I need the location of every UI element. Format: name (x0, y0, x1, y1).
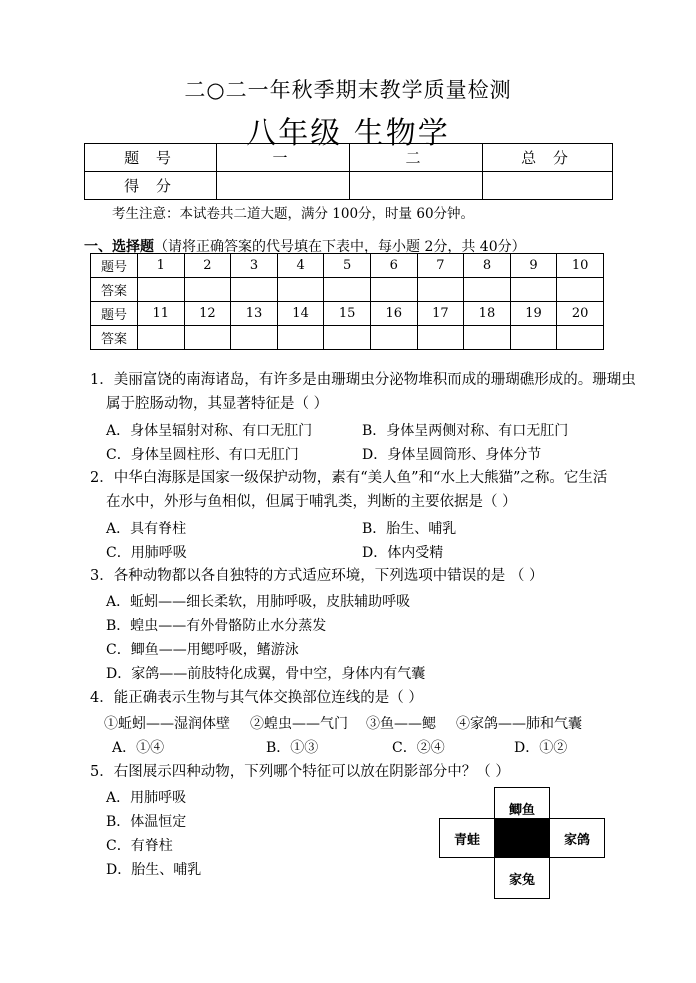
option-b[interactable]: B．胎生、哺乳 (362, 521, 457, 537)
figure-cell-left: 青蛙 (439, 818, 495, 858)
question-5-line-1: 5．右图展示四种动物，下列哪个特征可以放在阴影部分中？（ ） (90, 764, 510, 780)
question-number-cell: 15 (324, 302, 371, 326)
answer-input-cell[interactable] (277, 278, 324, 302)
exam-subject: 八年级 生物学 (246, 116, 450, 151)
question-number-cell: 13 (231, 302, 278, 326)
answer-row-label: 答案 (91, 278, 138, 302)
answer-input-cell[interactable] (510, 278, 557, 302)
option-c[interactable]: C．②④ (392, 740, 445, 756)
score-input-cell[interactable] (217, 172, 350, 200)
question-2-line-2: 在水中，外形与鱼相似，但属于哺乳类，判断的主要依据是（ ） (106, 494, 517, 510)
pair-item: ①蚯蚓——湿润体壁 (104, 716, 230, 732)
table-row (85, 172, 613, 200)
option-c[interactable]: C．用肺呼吸 (106, 545, 187, 561)
answer-input-cell[interactable] (184, 326, 231, 350)
answer-row-label: 题号 (91, 254, 138, 278)
option-a[interactable]: A．身体呈辐射对称、有口无肛门 (106, 423, 313, 439)
answer-row-label: 题号 (91, 302, 138, 326)
question-number-cell: 2 (184, 254, 231, 278)
exam-title: 二○二一年秋季期末教学质量检测 (184, 78, 512, 102)
table-row (91, 326, 604, 350)
option-d[interactable]: D．胎生、哺乳 (106, 862, 202, 878)
option-d[interactable]: D．①② (514, 740, 568, 756)
table-row (91, 254, 604, 278)
option-c[interactable]: C．鲫鱼——用鳃呼吸，鳍游泳 (106, 642, 299, 658)
question-1-line-2: 属于腔肠动物，其显著特征是（ ） (106, 396, 329, 412)
question-number-cell: 17 (417, 302, 464, 326)
option-a[interactable]: A．蚯蚓——细长柔软，用肺呼吸，皮肤辅助呼吸 (106, 594, 411, 610)
score-row-label: 得 分 (85, 172, 217, 200)
option-c[interactable]: C．有脊柱 (106, 838, 173, 854)
option-d[interactable]: D．身体呈圆筒形、身体分节 (362, 447, 542, 463)
question-number-cell: 14 (277, 302, 324, 326)
answer-input-cell[interactable] (277, 326, 324, 350)
question-number-cell: 1 (138, 254, 185, 278)
option-b[interactable]: B．①③ (266, 740, 319, 756)
question-number-cell: 19 (510, 302, 557, 326)
figure-shaded-center (494, 818, 550, 858)
answer-input-cell[interactable] (557, 326, 604, 350)
score-header-cell: 二 (350, 144, 483, 172)
score-header-cell: 一 (217, 144, 350, 172)
table-row (91, 302, 604, 326)
answer-input-cell[interactable] (184, 278, 231, 302)
question-number-cell: 7 (417, 254, 464, 278)
answer-input-cell[interactable] (138, 326, 185, 350)
question-number-cell: 12 (184, 302, 231, 326)
pair-item: ③鱼——鳃 (366, 716, 436, 732)
score-header-cell: 总 分 (483, 144, 613, 172)
question-number-cell: 8 (464, 254, 511, 278)
answer-input-cell[interactable] (324, 326, 371, 350)
answer-input-cell[interactable] (464, 326, 511, 350)
table-row (91, 278, 604, 302)
score-input-cell[interactable] (483, 172, 613, 200)
section-label: 一、选择题 (84, 239, 154, 255)
section-instruction: （请将正确答案的代号填在下表中，每小题 2分，共 40分） (154, 239, 526, 255)
option-c[interactable]: C．身体呈圆柱形、有口无肛门 (106, 447, 299, 463)
answer-input-cell[interactable] (370, 326, 417, 350)
answer-table (90, 253, 604, 350)
figure-cell-right: 家鸽 (549, 818, 605, 858)
answer-input-cell[interactable] (417, 278, 464, 302)
answer-input-cell[interactable] (324, 278, 371, 302)
question-number-cell: 18 (464, 302, 511, 326)
option-a[interactable]: A．①④ (112, 740, 165, 756)
answer-input-cell[interactable] (417, 326, 464, 350)
question-number-cell: 9 (510, 254, 557, 278)
figure-cell-bottom: 家兔 (494, 857, 550, 899)
question-number-cell: 4 (277, 254, 324, 278)
answer-input-cell[interactable] (138, 278, 185, 302)
pair-item: ④家鸽——肺和气囊 (456, 716, 582, 732)
score-input-cell[interactable] (350, 172, 483, 200)
answer-input-cell[interactable] (510, 326, 557, 350)
question-3-line-1: 3．各种动物都以各自独特的方式适应环境，下列选项中错误的是 （ ） (90, 568, 544, 584)
table-row (85, 144, 613, 172)
option-b[interactable]: B．蝗虫——有外骨骼防止水分蒸发 (106, 618, 327, 634)
answer-row-label: 答案 (91, 326, 138, 350)
question-number-cell: 20 (557, 302, 604, 326)
option-a[interactable]: A．用肺呼吸 (106, 790, 187, 806)
option-b[interactable]: B．体温恒定 (106, 814, 187, 830)
option-b[interactable]: B．身体呈两侧对称、有口无肛门 (362, 423, 569, 439)
question-4-line-1: 4．能正确表示生物与其气体交换部位连线的是（ ） (90, 690, 423, 706)
answer-input-cell[interactable] (557, 278, 604, 302)
question-number-cell: 6 (370, 254, 417, 278)
score-table (84, 143, 613, 200)
answer-input-cell[interactable] (231, 278, 278, 302)
score-header-cell: 题 号 (85, 144, 217, 172)
pair-item: ②蝗虫——气门 (250, 716, 348, 732)
option-d[interactable]: D．家鸽——前肢特化成翼，骨中空，身体内有气囊 (106, 666, 426, 682)
answer-input-cell[interactable] (464, 278, 511, 302)
answer-input-cell[interactable] (370, 278, 417, 302)
question-number-cell: 11 (138, 302, 185, 326)
figure-cell-top: 鲫鱼 (494, 787, 550, 829)
answer-input-cell[interactable] (231, 326, 278, 350)
question-number-cell: 10 (557, 254, 604, 278)
question-1-line-1: 1．美丽富饶的南海诸岛，有许多是由珊瑚虫分泌物堆积而成的珊瑚礁形成的。珊瑚虫 (90, 372, 636, 388)
option-a[interactable]: A．具有脊柱 (106, 521, 187, 537)
question-number-cell: 16 (370, 302, 417, 326)
question-number-cell: 5 (324, 254, 371, 278)
question-number-cell: 3 (231, 254, 278, 278)
option-d[interactable]: D．体内受精 (362, 545, 444, 561)
question-2-line-1: 2．中华白海豚是国家一级保护动物，素有“美人鱼”和“水上大熊猫”之称。它生活 (90, 470, 608, 486)
exam-notice: 考生注意：本试卷共二道大题，满分 100分，时量 60分钟。 (112, 206, 475, 222)
